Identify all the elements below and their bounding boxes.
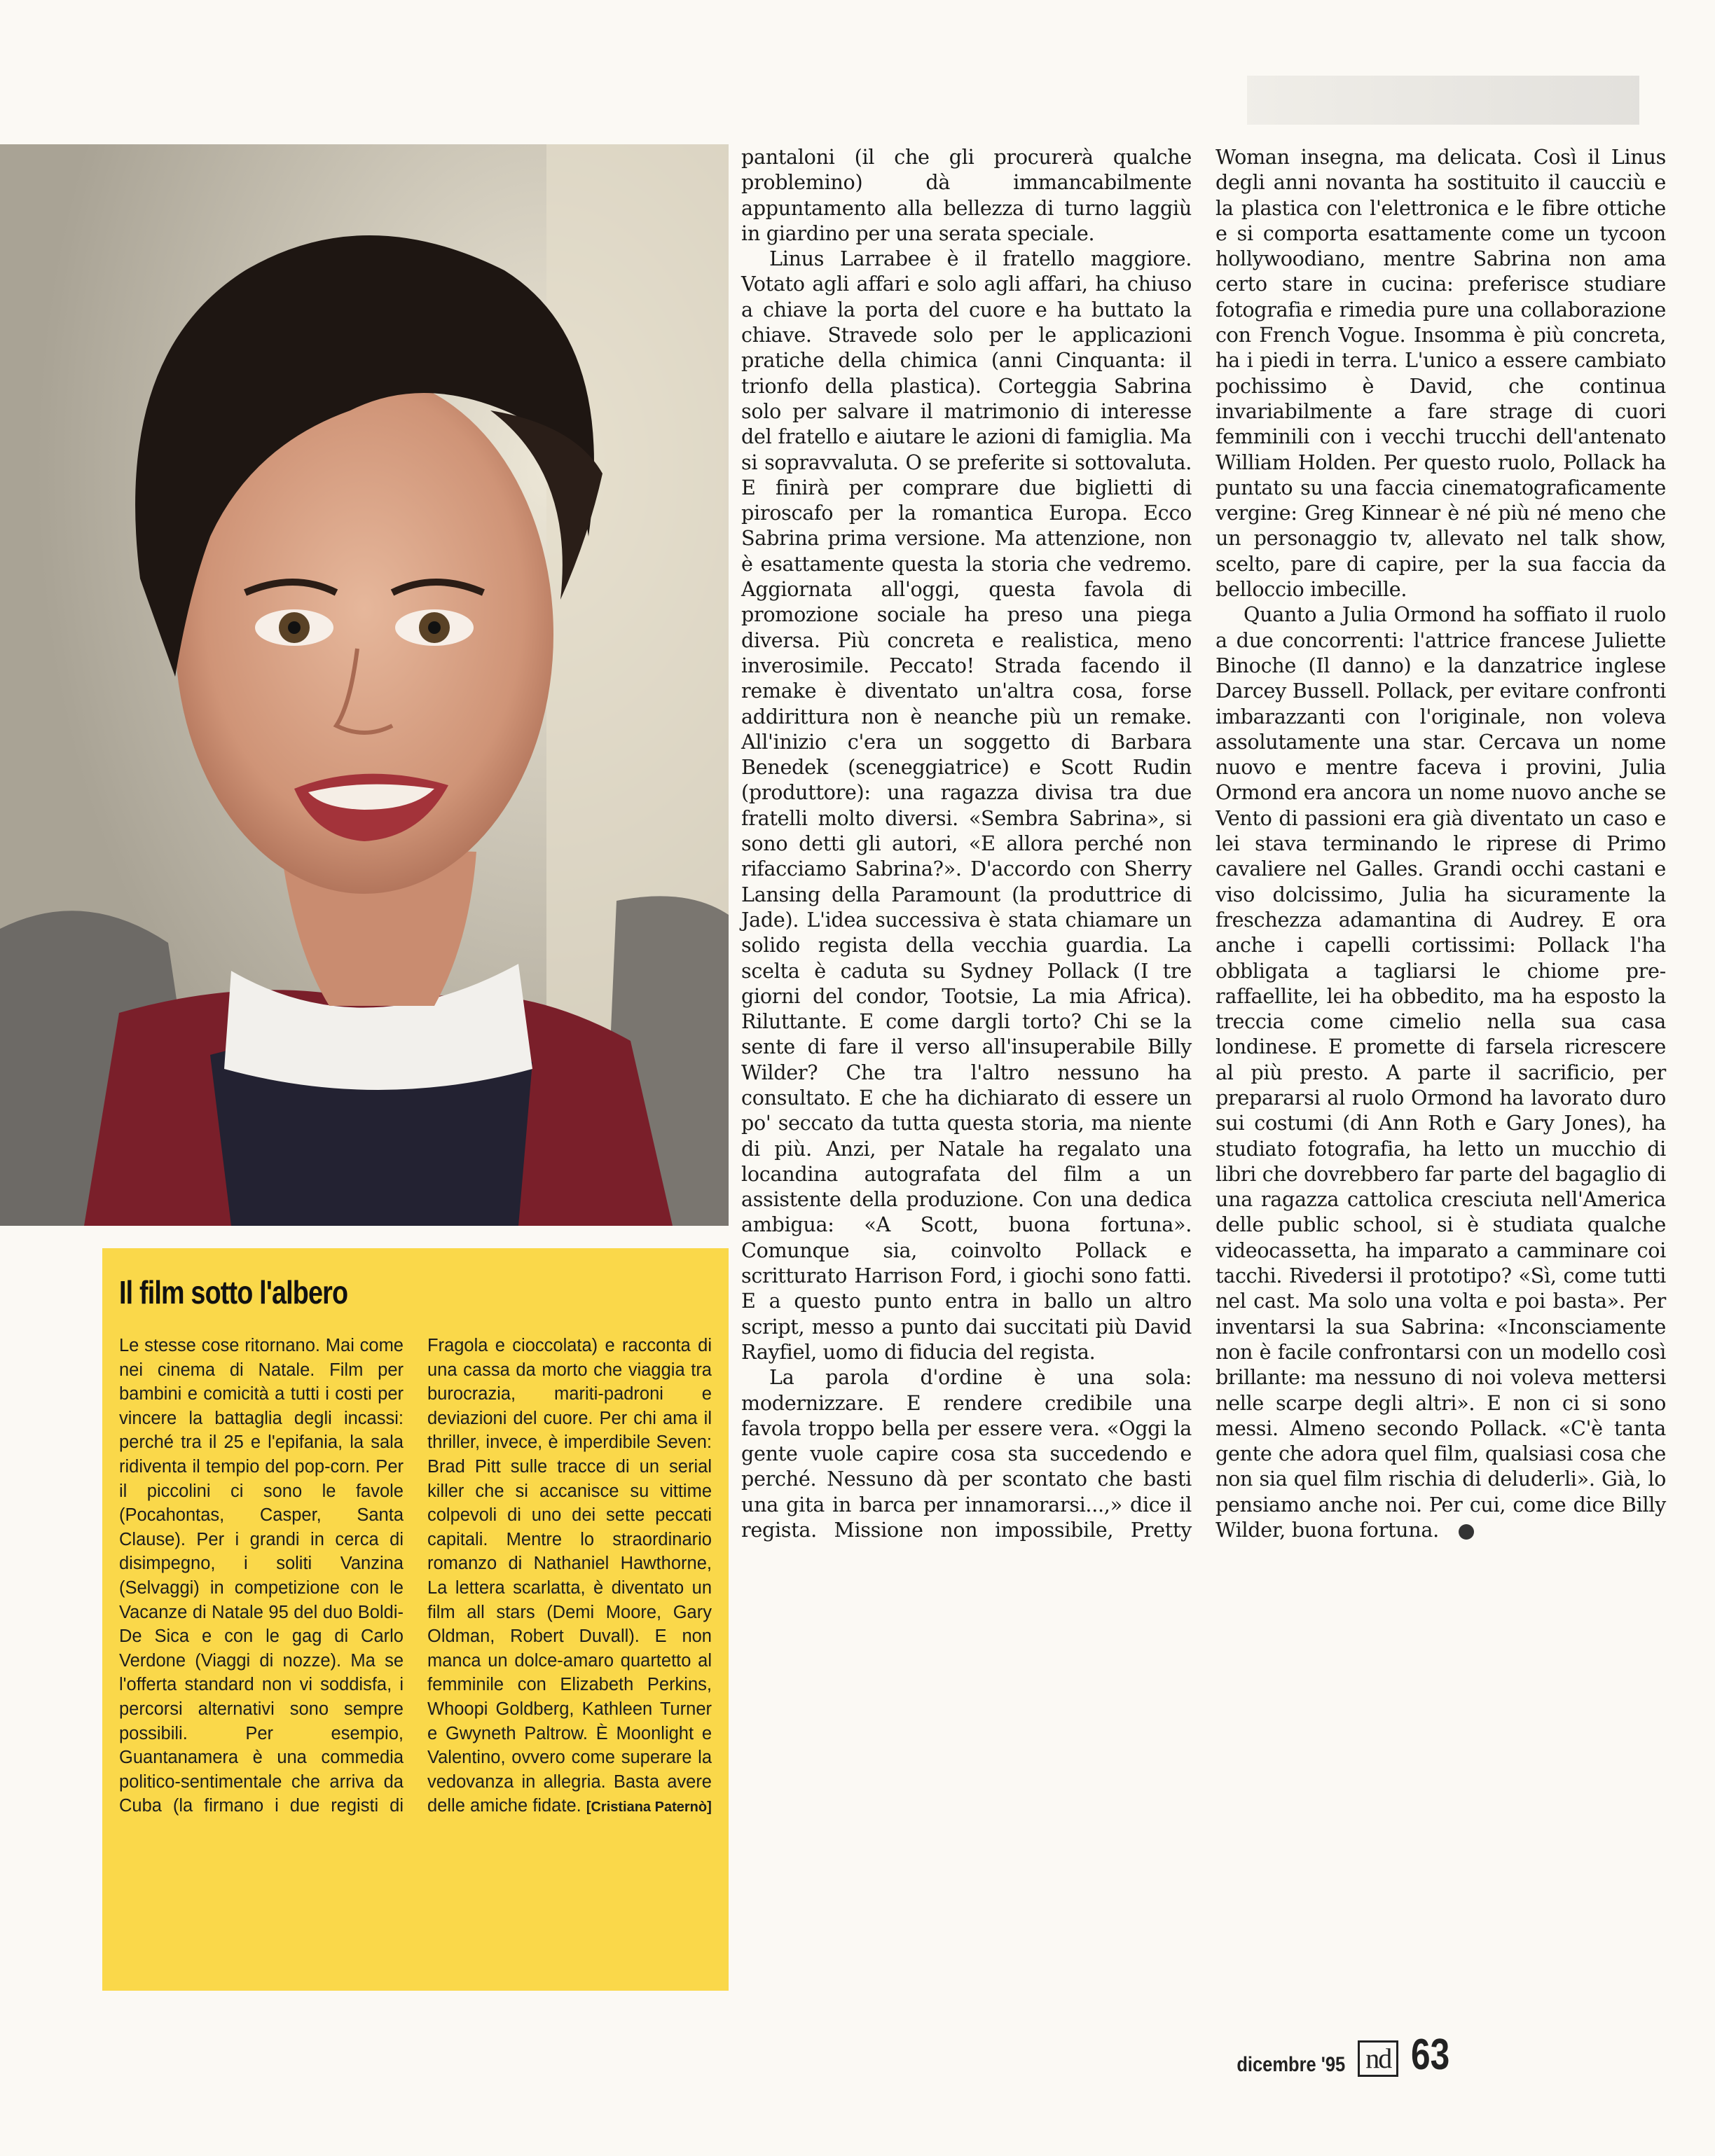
sidebar-signature: [Cristiana Paternò] (586, 1799, 712, 1816)
sidebar-text: Le stesse cose ritornano. Mai come nei cinema di Natale. Film per bambini e comicità a tutti i costi per vincere la battaglia degli incassi: perché tra il 25 e l'epifania, la sala ridiventa il tempio del pop-corn. Per il piccolini ci sono le favole (Pocahontas, Casper, Santa Clause). Per i grandi in cerca di disimpegno, i soliti Vanzina (Selvaggi) in competizione con le Vacanze di Natale 95 del duo Boldi-De Sica e con le gag di Carlo Verdone (Viaggi di nozze). Ma se l'offerta standard non vi soddisfa, i percorsi alternativi sono sempre possibili. Per esempio, Guantanamera è una commedia politico-sentimentale che arriva da Cuba (la firmano i due registi di Fragola e cioccolata) e racconta di una cassa da morto che viaggia tra burocrazia, mariti-padroni e deviazioni del cuore. Per chi ama il thriller, invece, è imperdibile Seven: Brad Pitt sulle tracce di un serial killer che si accanisce su vittime colpevoli di uno dei sette peccati capitali. Mentre lo straordinario romanzo di Nathaniel Hawthorne, La lettera scarlatta, è diventato un film all stars (Demi Moore, Gary Oldman, Robert Duvall). E non manca un dolce-amaro quartetto al femminile con Elizabeth Perkins, Whoopi Goldberg, Kathleen Turner e Gwyneth Paltrow. È Moonlight e Valentino, ovvero come superare la vedovanza in allegria. Basta avere delle amiche fidate. (119, 1336, 712, 1816)
end-mark-icon (1459, 1524, 1474, 1540)
page-footer (1218, 2028, 1459, 2077)
article-paragraph: Linus Larrabee è il fratello maggiore. Votato agli affari e solo agli affari, ha chiuso a chiave la porta del cuore e ha buttato la chiave. Stravede solo per le applicazioni pratiche della chimica (anni Cinquanta: il trionfo della plastica). Corteggia Sabrina solo per salvare il matrimonio di interesse del fratello e aiutare le azioni di famiglia. Ma si sopravvaluta. O se preferite si sottovaluta. E finirà per comprare due biglietti di piroscafo per la romantica Europa. Ecco Sabrina prima versione. Ma attenzione, non è esattamente questa la storia che vedremo. Aggiornata all'oggi, questa favola di promozione sociale ha preso una piega diversa. Più concreta e realistica, meno inverosimile. Peccato! Strada facendo il remake è diventato un'altra cosa, forse addirittura non è neanche più un remake. All'inizio c'era un soggetto di Barbara Benedek (sceneggiatrice) e Scott Rudin (produttore): una ragazza divisa tra due fratelli molto diversi. «Sembra Sabrina», si sono detti gli autori, «E allora perché non rifacciamo Sabrina?». D'accordo con Sherry Lansing della Paramount (la produttrice di Jade). L'idea successiva è stata chiamare un solido regista della vecchia guardia. La scelta è caduta su Sydney Pollack (I tre giorni del condor, Tootsie, La mia Africa). Riluttante. E come dargli torto? Chi se la sente di fare il verso all'insuperabile Billy Wilder? Che tra l'altro nessuno ha consultato. E che ha dichiarato di essere un po' seccato da tutta questa storia, ma niente di più. Anzi, per Natale ha regalato una locandina autografata del film a un assistente della produzione. Con una dedica ambigua: «A Scott, buona fortuna». Comunque sia, coinvolto Pollack e scritturato Harrison Ford, i giochi sono fatti. E a questo punto entra in ballo un altro script, messo a punto dai succitati più David Rayfiel, uomo di fiducia del regista. (741, 247, 1192, 1364)
portrait-photo (0, 144, 729, 1226)
article-paragraph-text: Quanto a Julia Ormond ha soffiato il ruolo a due concorrenti: l'attrice francese Juliette Binoche (Il danno) e la danzatrice inglese Darcey Bussell. Pollack, per evitare confronti imbarazzanti con l'originale, non voleva assolutamente una star. Cercava un nome nuovo e mentre faceva i provini, Julia Ormond era ancora un nome nuovo anche se Vento di passioni era già diventato un caso e lei stava terminando le riprese di Primo cavaliere nel Galles. Grandi occhi castani e viso dolcissimo, Julia ha sicuramente la freschezza adamantina di Audrey. E ora anche i capelli cortissimi: Pollack l'ha obbligata a tagliarsi le chiome pre-raffaellite, lei ha obbedito, ma ha esposto la treccia come cimelio nella sua casa londinese. E promette di farsela ricrescere al più presto. A parte il sacrificio, per prepararsi al ruolo Ormond ha lavorato duro sui costumi (di Ann Roth e Gary Jones), ha studiato fotografia, ha letto un mucchio di libri che dovrebbero far parte del bagaglio di una ragazza cattolica cresciuta nell'America delle public school, si è studiata qualche videocassetta, ha imparato a camminare coi tacchi. Rivedersi il prototipo? «Sì, come tutti nel cast. Ma solo una volta e poi basta». Per inventarsi la sua Sabrina: «Inconsciamente non è facile confrontarsi con un modello così brillante: ma nessuno di noi voleva mettersi nelle scarpe degli altri». E non ci si sono messi. Almeno secondo Pollack. «C'è tanta gente che adora quel film, qualsiasi cosa che non sia quel film rischia di deluderli». Già, lo pensiamo anche noi. Per cui, come dice Billy Wilder, buona fortuna. (1215, 602, 1666, 1542)
bleed-through-header (1247, 76, 1639, 125)
page-number: 63 (1411, 2031, 1450, 2079)
article-paragraph (1215, 602, 1666, 1542)
sidebar-body (119, 1334, 712, 1820)
article-body (741, 144, 1666, 2022)
sidebar-box (102, 1248, 729, 1991)
issue-date: dicembre '95 (1237, 2053, 1346, 2076)
sidebar-paragraph (119, 1334, 712, 1820)
article-paragraph: La parola d'ordine è una sola: modernizzare. E rendere credibile una favola troppo bella per essere vera. «Oggi la gente vuole capire cosa sta succedendo e perché. Nessuno dà per scontato che basti una gita in barca per innamorarsi...,» dice il regista. Missione non impossibile, Pretty Woman insegna, ma delicata. Così il Linus degli anni novanta ha sostituito il caucciù e la plastica con l'elettronica e le fibre ottiche e si comporta esattamente come un tycoon hollywoodiano, mentre Sabrina non ama certo stare in cucina: preferisce studiare fotografia e rimedia pure una collaborazione con French Vogue. Insomma è più concreta, ha i piedi in terra. L'unico a essere cambiato pochissimo è David, che continua invariabilmente a fare strage di cuori femminili con i vecchi trucchi dell'antenato William Holden. Per questo ruolo, Pollack ha puntato su una faccia cinematograficamente vergine: Greg Kinnear è né più né meno che un personaggio tv, allevato nel talk show, scelto, pare di capire, per la sua faccia da belloccio imbecille. (741, 145, 1666, 1542)
sidebar-title: Il film sotto l'albero (119, 1274, 348, 1311)
magazine-logo: nd (1358, 2040, 1398, 2077)
article-paragraph: pantaloni (il che gli procurerà qualche problemino) dà immancabilmente appuntamento alla bellezza di turno laggiù in giardino per una serata speciale. (741, 145, 1192, 245)
